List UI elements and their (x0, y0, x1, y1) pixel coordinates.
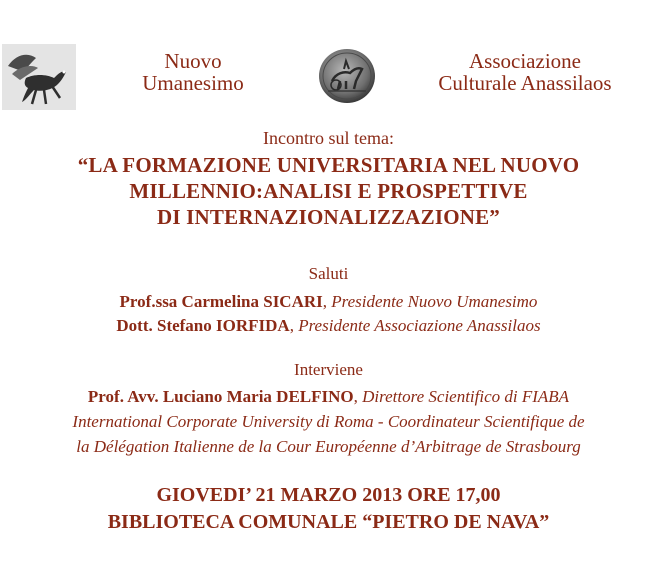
event-details (0, 482, 657, 536)
event-venue: BIBLIOTECA COMUNALE “PIETRO DE NAVA” (107, 511, 550, 533)
coin-chariot-icon (318, 47, 376, 105)
person-name: Prof.ssa Carmelina SICARI (119, 292, 323, 311)
event-title (0, 152, 657, 230)
speaker-affiliation-2: la Délégation Italienne de la Cour Européenne d’Arbitrage de Strasbourg (76, 437, 581, 456)
event-date: GIOVEDI’ 21 MARZO 2013 ORE 17,00 (156, 484, 501, 506)
title-line-2: MILLENNIO:ANALISI E PROSPETTIVE (129, 179, 528, 203)
speaker-line: Prof. Avv. Luciano Maria DELFINO, Direttore Scientifico di FIABA (87, 387, 570, 406)
org-left-line-2: Umanesimo (142, 71, 244, 95)
person-role: Presidente Associazione Anassilaos (298, 316, 541, 335)
pegasus-icon (2, 44, 76, 110)
saluti-person: Prof.ssa Carmelina SICARI, Presidente Nuovo Umanesimo (119, 292, 538, 311)
intro-text: Incontro sul tema: (263, 128, 394, 148)
org-anassilaos (405, 50, 645, 94)
interviene-block (0, 384, 657, 459)
speaker-affiliation-1: International Corporate University di Roma - Coordinateur Scientifique de (72, 412, 585, 431)
saluti-list (0, 290, 657, 338)
org-right-line-2: Culturale Anassilaos (438, 71, 612, 95)
saluti-person: Dott. Stefano IORFIDA, Presidente Associazione Anassilaos (116, 316, 541, 335)
org-right-line-1: Associazione (469, 49, 581, 73)
interviene-label: Interviene (294, 360, 363, 379)
speaker-role: Direttore Scientifico di FIABA (362, 387, 570, 406)
saluti-label: Saluti (308, 264, 349, 283)
coin-logo (318, 47, 376, 105)
speaker-name: Prof. Avv. Luciano Maria DELFINO (87, 387, 354, 406)
person-name: Dott. Stefano IORFIDA (116, 316, 290, 335)
org-left-line-1: Nuovo (164, 49, 222, 73)
title-line-3: DI INTERNAZIONALIZZAZIONE” (156, 205, 501, 229)
person-role: Presidente Nuovo Umanesimo (331, 292, 538, 311)
org-nuovo-umanesimo (118, 50, 268, 94)
pegasus-logo (2, 44, 76, 110)
title-line-1: “LA FORMAZIONE UNIVERSITARIA NEL NUOVO (77, 153, 580, 177)
